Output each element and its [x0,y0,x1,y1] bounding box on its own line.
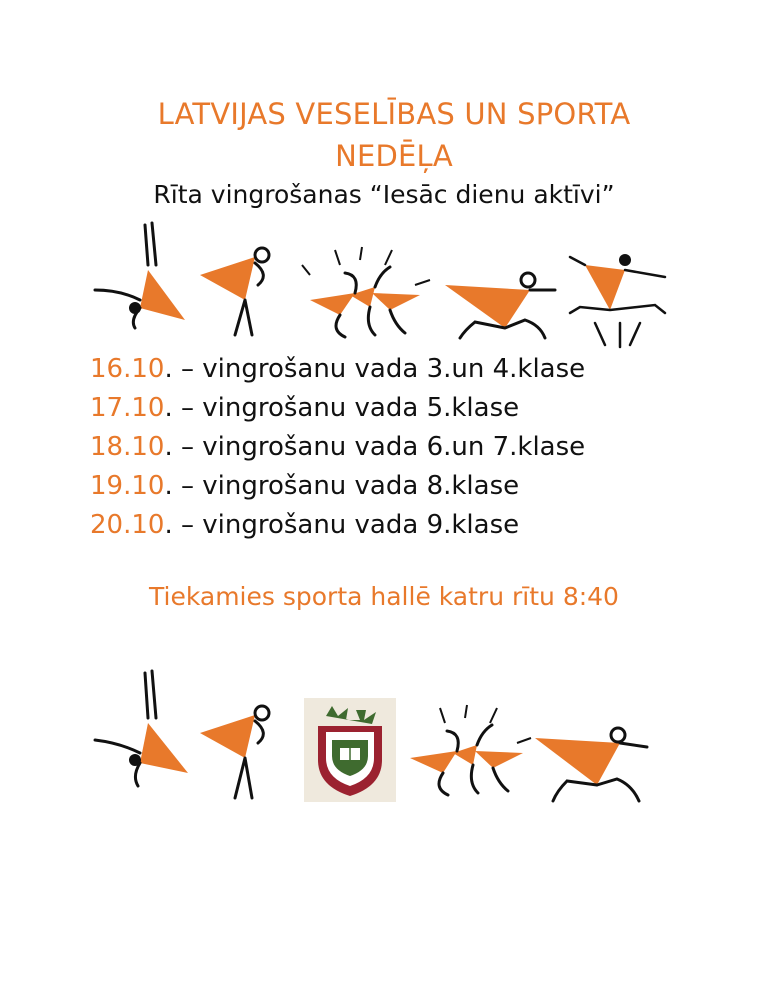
running-figure-icon [445,250,565,340]
side-bend-figure-icon [200,703,280,803]
schedule-row [90,428,585,467]
poster-title-line2: NEDĒĻA [335,139,453,173]
jumping-group-figure-icon [405,703,535,798]
schedule-date: 16.10 [90,354,165,384]
schedule-row [90,350,585,389]
schedule-date: 17.10 [90,393,165,423]
jumping-group-figure-icon [300,245,435,340]
schedule-text: . – vingrošanu vada 9.klase [164,510,520,540]
schedule-date: 19.10 [90,471,165,501]
side-bend-figure-icon [200,245,280,340]
handstand-figure-icon [90,668,195,788]
leaping-figure-icon [565,245,675,350]
schedule-date: 18.10 [90,432,165,462]
poster-subtitle: Rīta vingrošanas “Iesāc dienu aktīvi” [153,180,615,209]
running-figure-icon [535,713,655,803]
schedule-row [90,389,585,428]
top-figures-row [85,220,685,340]
schedule-text: . – vingrošanu vada 5.klase [164,393,520,423]
schedule-row [90,506,585,545]
poster-title-line1: LATVIJAS VESELĪBAS UN SPORTA [157,97,631,131]
schedule-text: . – vingrošanu vada 6.un 7.klase [164,432,586,462]
school-crest-logo [304,698,396,802]
handstand-figure-icon [90,220,195,330]
schedule-text: . – vingrošanu vada 8.klase [164,471,520,501]
schedule-row [90,467,585,506]
meeting-info: Tiekamies sporta hallē katru rītu 8:40 [149,582,619,611]
schedule-list [90,350,585,545]
schedule-text: . – vingrošanu vada 3.un 4.klase [164,354,586,384]
schedule-date: 20.10 [90,510,165,540]
